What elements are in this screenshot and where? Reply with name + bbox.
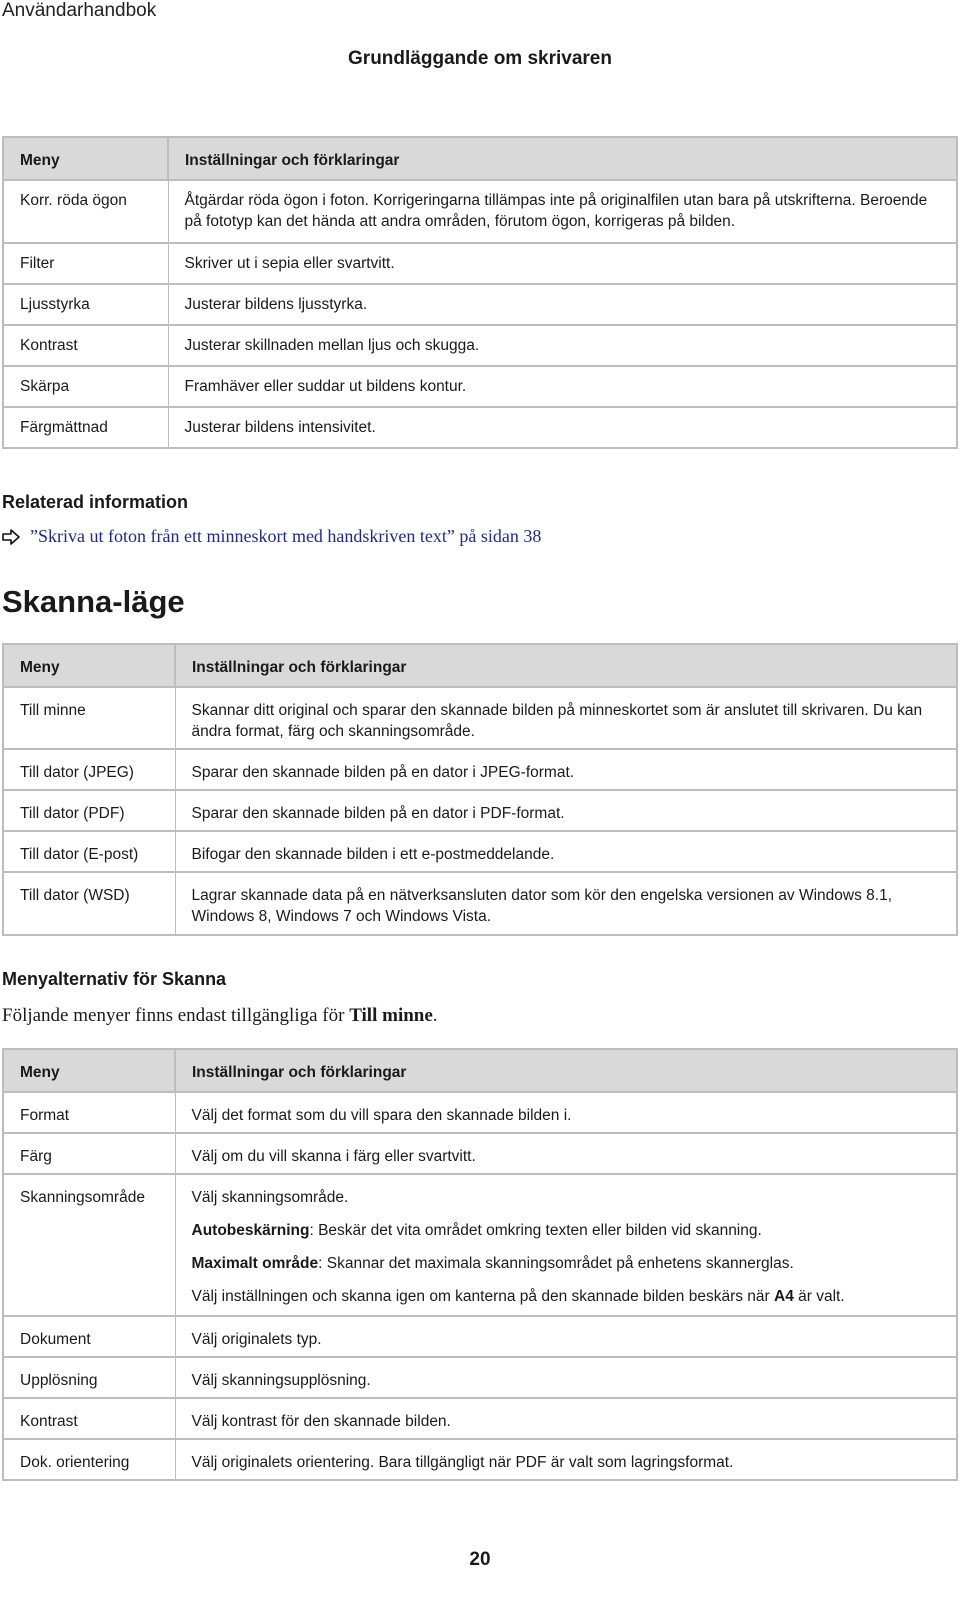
menu-cell: Till dator (PDF) [3, 790, 175, 831]
description-cell [175, 1092, 957, 1133]
table-row [3, 366, 957, 407]
description-cell [175, 1133, 957, 1174]
menu-cell: Korr. röda ögon [3, 180, 168, 243]
table-row [3, 1092, 957, 1133]
description-line: Välj skanningsupplösning. [191, 1372, 371, 1389]
related-info-heading: Relaterad information [2, 492, 189, 512]
table-row [3, 790, 957, 831]
menu-cell: Dok. orientering [3, 1439, 175, 1480]
table-row [3, 325, 957, 366]
description-line: Justerar bildens ljusstyrka. [184, 296, 368, 313]
menu-cell: Till dator (JPEG) [3, 749, 175, 790]
table-row [3, 1439, 957, 1480]
scan-options-intro [2, 1005, 438, 1027]
description-line [192, 1253, 947, 1274]
menu-cell: Format [3, 1092, 175, 1133]
description-line: Välj det format som du vill spara den skannade bilden i. [191, 1107, 572, 1124]
menu-cell: Skärpa [3, 366, 168, 407]
description-cell [168, 284, 957, 325]
description-line: Åtgärdar röda ögon i foton. Korrigeringarna tillämpas inte på originalfilen utan bara på utskrifterna. Beroende på fototyp kan det hända att andra områden, förutom ögon, korrigeras på bilden. [184, 192, 928, 230]
description-line: Sparar den skannade bilden på en dator i JPEG-format. [191, 764, 575, 781]
description-cell [175, 831, 957, 872]
description-bold-term: Maximalt område [191, 1255, 319, 1272]
description-line: Justerar skillnaden mellan ljus och skugga. [184, 337, 480, 354]
description-line: Lagrar skannade data på en nätverksansluten dator som kör den engelska versionen av Windows 8.1, Windows 8, Windows 7 och Windows Vista. [191, 887, 893, 925]
description-cell [175, 1439, 957, 1480]
scan-mode-table [2, 643, 958, 936]
table-row [3, 243, 957, 284]
table-header-row [3, 137, 957, 180]
related-info-link[interactable] [2, 526, 541, 547]
description-cell [168, 407, 957, 448]
description-bold-term: Autobeskärning [191, 1222, 310, 1239]
table-row [3, 687, 957, 749]
menu-cell: Skanningsområde [3, 1174, 175, 1316]
column-header-settings: Inställningar och förklaringar [168, 137, 957, 180]
description-cell [175, 1174, 957, 1316]
description-text-segment: : Skannar det maximala skanningsområdet på enhetens skannerglas. [318, 1255, 794, 1272]
table-row [3, 1133, 957, 1174]
intro-bold-term: Till minne [349, 1005, 433, 1026]
table-row [3, 1316, 957, 1357]
description-line: Skriver ut i sepia eller svartvitt. [184, 255, 395, 272]
table-row [3, 1398, 957, 1439]
menu-cell: Till minne [3, 687, 175, 749]
description-cell [168, 243, 957, 284]
description-line: Sparar den skannade bilden på en dator i PDF-format. [191, 805, 565, 822]
intro-text: Följande menyer finns endast tillgängliga för [2, 1005, 350, 1026]
page-number: 20 [469, 1549, 491, 1570]
filter-settings-table [2, 136, 958, 449]
description-cell [168, 180, 957, 243]
section-title-scan-mode: Skanna-läge [2, 584, 185, 619]
description-cell [168, 366, 957, 407]
description-line: Välj kontrast för den skannade bilden. [191, 1413, 451, 1430]
description-bold-term: A4 [774, 1288, 794, 1305]
description-cell [175, 790, 957, 831]
table-row [3, 180, 957, 243]
table-row [3, 1174, 957, 1316]
description-cell [175, 687, 957, 749]
description-cell [175, 872, 957, 935]
description-cell [175, 1398, 957, 1439]
table-row [3, 749, 957, 790]
description-line: Välj originalets orientering. Bara tillgängligt när PDF är valt som lagringsformat. [191, 1454, 734, 1471]
arrow-right-icon [2, 529, 20, 545]
menu-cell: Dokument [3, 1316, 175, 1357]
description-cell [175, 1316, 957, 1357]
table-row [3, 1357, 957, 1398]
description-line: Välj skanningsområde. [191, 1189, 349, 1206]
description-text-segment: Välj inställningen och skanna igen om kanterna på den skannade bilden beskärs när [191, 1288, 774, 1305]
menu-cell: Kontrast [3, 325, 168, 366]
menu-cell: Filter [3, 243, 168, 284]
menu-cell: Färgmättnad [3, 407, 168, 448]
table-header-row [3, 1049, 957, 1092]
table-row [3, 872, 957, 935]
running-head: Användarhandbok [2, 0, 157, 21]
description-line [192, 1286, 947, 1307]
description-cell [175, 749, 957, 790]
table-row [3, 284, 957, 325]
intro-end: . [432, 1005, 438, 1026]
description-cell [175, 1357, 957, 1398]
table-row [3, 831, 957, 872]
description-line: Bifogar den skannade bilden i ett e-postmeddelande. [191, 846, 555, 863]
table-row [3, 407, 957, 448]
menu-cell: Upplösning [3, 1357, 175, 1398]
description-line: Skannar ditt original och sparar den skannade bilden på minneskortet som är anslutet till skrivaren. Du kan ändra format, färg och skanningsområde. [191, 702, 923, 740]
description-line: Framhäver eller suddar ut bildens kontur. [184, 378, 467, 395]
related-info-link-text: ”Skriva ut foton från ett minneskort med handskriven text” på sidan 38 [30, 526, 542, 546]
column-header-menu: Meny [3, 137, 168, 180]
scan-options-heading: Menyalternativ för Skanna [2, 969, 227, 989]
menu-cell: Färg [3, 1133, 175, 1174]
description-cell [168, 325, 957, 366]
description-line [192, 1220, 947, 1241]
column-header-menu: Meny [3, 1049, 175, 1092]
scan-options-table [2, 1048, 958, 1481]
menu-cell: Till dator (WSD) [3, 872, 175, 935]
menu-cell: Ljusstyrka [3, 284, 168, 325]
column-header-settings: Inställningar och förklaringar [175, 644, 957, 687]
description-line: Välj om du vill skanna i färg eller svartvitt. [191, 1148, 476, 1165]
column-header-settings: Inställningar och förklaringar [175, 1049, 957, 1092]
column-header-menu: Meny [3, 644, 175, 687]
page-heading: Grundläggande om skrivaren [348, 48, 612, 69]
description-text-segment: : Beskär det vita området omkring texten eller bilden vid skanning. [309, 1222, 762, 1239]
menu-cell: Kontrast [3, 1398, 175, 1439]
description-line: Justerar bildens intensivitet. [184, 419, 376, 436]
table-header-row [3, 644, 957, 687]
description-text-segment: är valt. [793, 1288, 845, 1305]
description-line: Välj originalets typ. [191, 1331, 322, 1348]
menu-cell: Till dator (E-post) [3, 831, 175, 872]
